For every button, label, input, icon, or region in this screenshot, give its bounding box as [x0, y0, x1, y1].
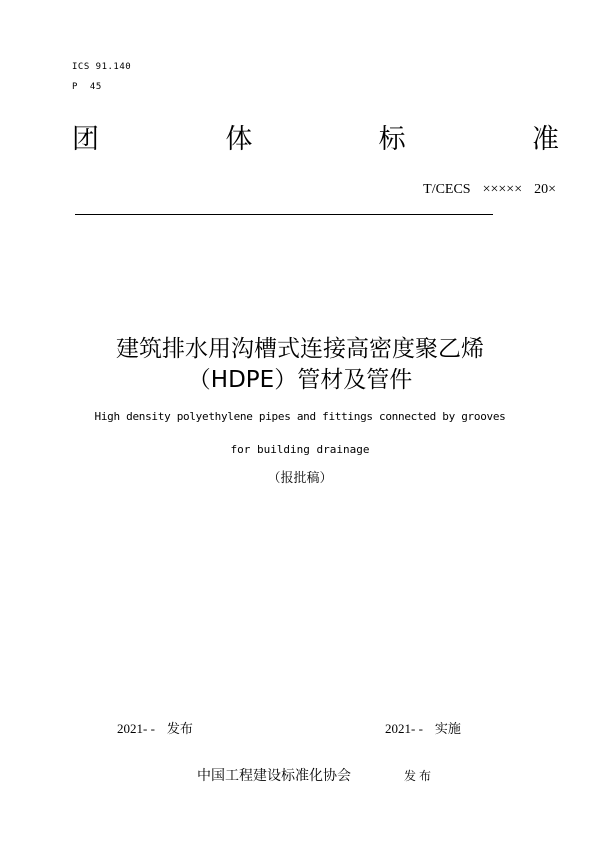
- banner-char-1: 团: [72, 124, 99, 155]
- title-english-line-2: for building drainage: [230, 443, 370, 456]
- title-chinese: [0, 334, 600, 396]
- standard-number: [423, 182, 556, 198]
- issue-date-block: [117, 718, 193, 737]
- implementation-label: 实施: [434, 722, 461, 737]
- standard-year: 20×: [534, 182, 556, 197]
- ccs-code: [72, 82, 102, 92]
- title-english-line-1: High density polyethylene pipes and fittings connected by grooves: [94, 410, 506, 423]
- draft-status: （报批稿）: [267, 471, 333, 486]
- ccs-prefix: P: [72, 82, 78, 92]
- banner-char-3: 标: [378, 124, 406, 155]
- organization-action: 发布: [404, 769, 435, 783]
- publishing-organization: 中国工程建设标准化协会: [197, 768, 351, 784]
- standard-prefix: T/CECS: [423, 182, 471, 197]
- title-chinese-line-2: （HDPE）管材及管件: [187, 367, 413, 393]
- implementation-date: 2021- -: [385, 721, 423, 736]
- ccs-number: 45: [89, 82, 102, 92]
- issue-label: 发布: [166, 722, 193, 737]
- header-divider: [75, 214, 493, 215]
- title-chinese-line-1: 建筑排水用沟槽式连接高密度聚乙烯: [116, 336, 484, 362]
- banner-char-2: 体: [225, 124, 253, 155]
- issue-date: 2021- -: [117, 721, 155, 736]
- ics-code: ICS 91.140: [72, 62, 132, 72]
- standard-serial: ×××××: [482, 182, 523, 197]
- document-type-banner: [72, 120, 559, 160]
- banner-char-4: 准: [531, 124, 559, 155]
- implementation-date-block: [385, 718, 461, 737]
